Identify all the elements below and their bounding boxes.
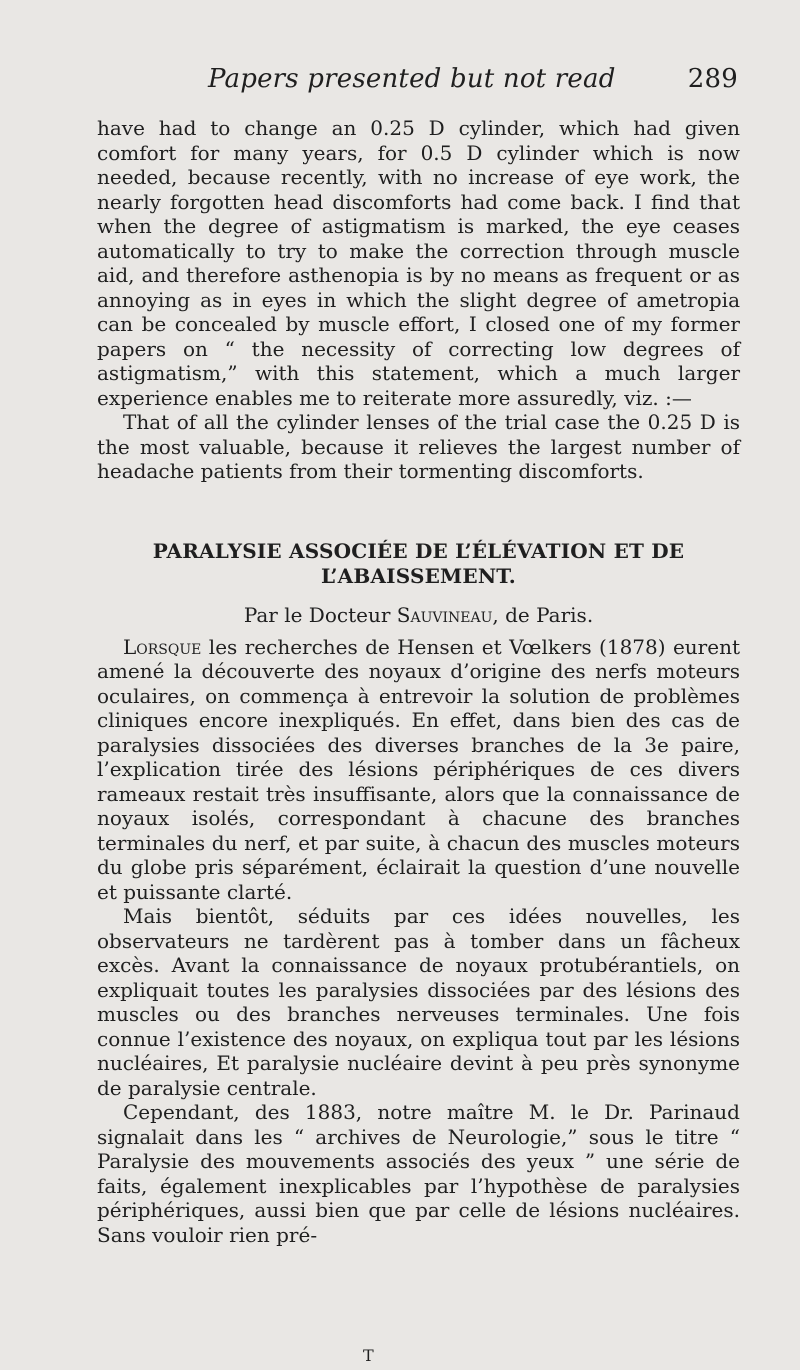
author-name: Sauvineau [396,602,493,627]
signature-mark: T [363,1346,375,1365]
section-title: PARALYSIE ASSOCIÉE DE L’ÉLÉVATION ET DE L’ABAISSEMENT. [152,538,685,588]
paragraph-mais: Mais bientôt, séduits par ces idées nouvelles, les observateurs ne tardèrent pas à tomber dans un fâcheux excès. Avant la connaissance de noyaux protubérantiels, on expliquait toutes les paralysies dissociées par des lésions des muscles ou des branches nerveuses terminales. Une fois connue l’existence des noyaux, on expliqua tout par les lésions nucléaires, Et paralysie nucléaire devint à peu près synonyme de paralysie centrale. [97,904,740,1100]
lead-word: Lorsque [123,634,202,659]
page-number: 289 [687,64,738,94]
author-byline [97,603,740,627]
paragraph-conclusion: That of all the cylinder lenses of the trial case the 0.25 D is the most valuable, because it relieves the largest number of headache patients from their tormenting discomforts. [97,410,740,483]
paragraph-lorsque-text: les recherches de Hensen et Vœlkers (1878) eurent amené la découverte des noyaux d’origine des nerfs moteurs oculaires, on commença à entrevoir la solution de problèmes cliniques encore inexpliqués. En effet, dans bien des cas de paralysies dissociées des diverses branches de la 3e paire, l’explication tirée des lésions périphériques de ces divers rameaux restait très insuffisante, alors que la connaissance de noyaux isolés, correspondant à chacune des branches terminales du nerf, et par suite, à chacun des muscles moteurs du globe pris séparément, éclairait la question d’une nouvelle et puissante clarté. [97,634,740,904]
byline-prefix: Par le Docteur [243,602,391,627]
paragraph-lorsque [97,635,740,905]
byline-suffix: , de Paris. [492,602,594,627]
paragraph-cependant: Cependant, des 1883, notre maître M. le Dr. Parinaud signalait dans les “ archives de Neurologie,” sous le titre “ Paralysie des mouvements associés des yeux ” une série de faits, également inexplicables par l’hypothèse de paralysies périphériques, aussi bien que par celle de lésions nucléaires. Sans vouloir rien pré- [97,1100,740,1247]
running-head [208,64,738,94]
running-title: Papers presented but not read [208,64,616,94]
paragraph-continuation: have had to change an 0.25 D cylinder, which had given comfort for many years, for 0.5 D cylinder which is now needed, because recently, with no increase of eye work, the nearly forgotten head discomforts had come back. I find that when the degree of astigmatism is marked, the eye ceases automatically to try to make the correction through muscle aid, and therefore asthenopia is by no means as frequent or as annoying as in eyes in which the slight degree of ametropia can be concealed by muscle effort, I closed one of my former papers on “ the necessity of correcting low degrees of astigmatism,” with this statement, which a much larger experience enables me to reiterate more assuredly, viz. :— [97,116,740,410]
page-body [97,116,740,1247]
